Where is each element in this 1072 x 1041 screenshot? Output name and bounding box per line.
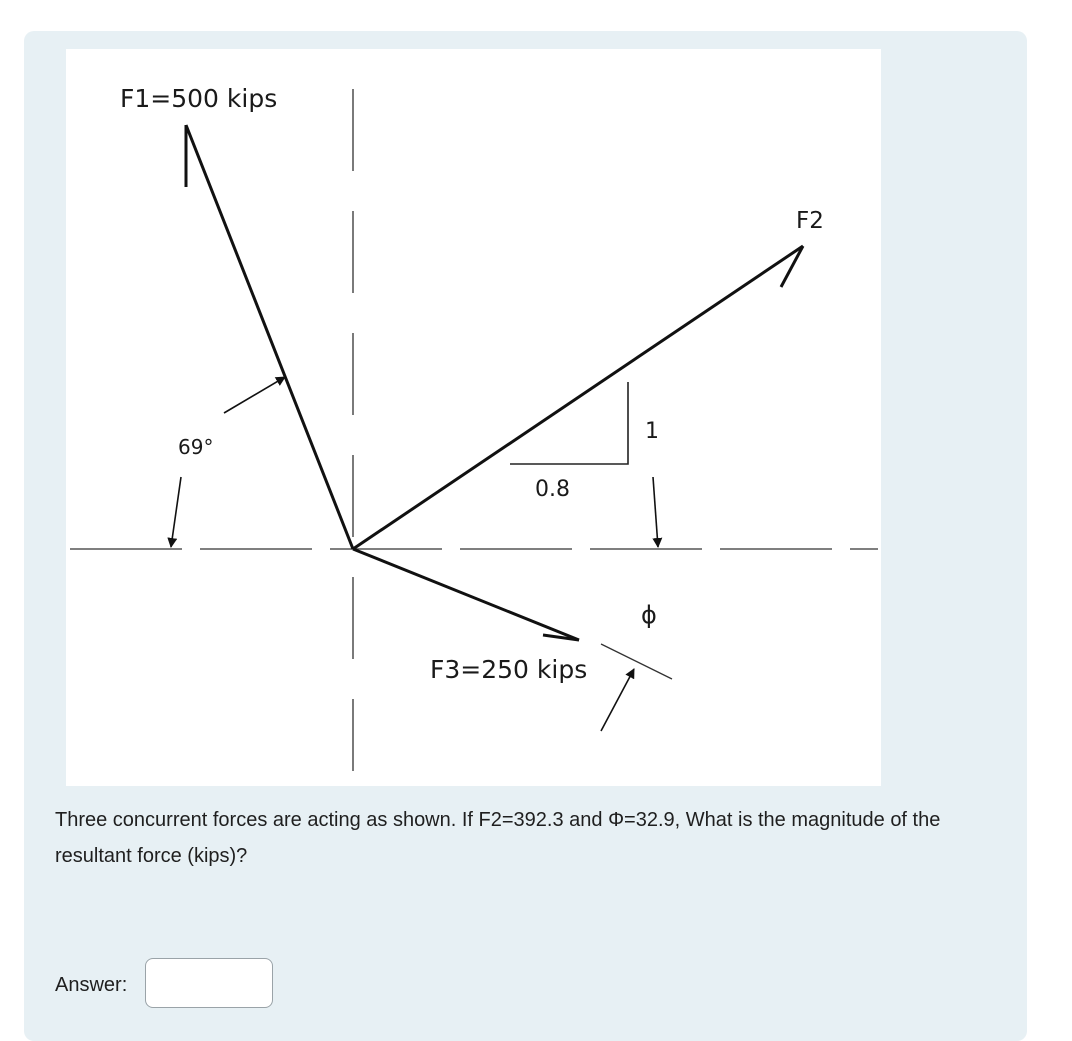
f2-label: F2 bbox=[796, 208, 824, 234]
phi-label: ϕ bbox=[641, 601, 657, 629]
angle-69-bottom-arrow bbox=[171, 477, 181, 547]
force-diagram-svg bbox=[66, 49, 881, 786]
slope-rise-label: 1 bbox=[645, 419, 659, 444]
phi-ext-line bbox=[601, 644, 672, 679]
slope-triangle bbox=[510, 382, 628, 464]
phi-top-arrow bbox=[653, 477, 658, 547]
f3-label: F3=250 kips bbox=[430, 655, 588, 684]
angle-69-label: 69° bbox=[178, 435, 214, 459]
force-diagram bbox=[66, 49, 881, 786]
slope-run-label: 0.8 bbox=[535, 477, 570, 502]
f3-force-line bbox=[353, 549, 579, 640]
f2-force-line bbox=[353, 246, 803, 549]
answer-input[interactable] bbox=[145, 958, 273, 1008]
phi-bottom-arrow bbox=[601, 669, 634, 731]
answer-label: Answer: bbox=[55, 974, 128, 996]
f1-force-line bbox=[186, 125, 353, 549]
f1-label: F1=500 kips bbox=[120, 84, 278, 113]
question-text: Three concurrent forces are acting as shown. If F2=392.3 and Φ=32.9, What is the magnitude of the resultant force (kips)? bbox=[55, 809, 941, 867]
angle-69-top-arrow bbox=[224, 377, 285, 413]
